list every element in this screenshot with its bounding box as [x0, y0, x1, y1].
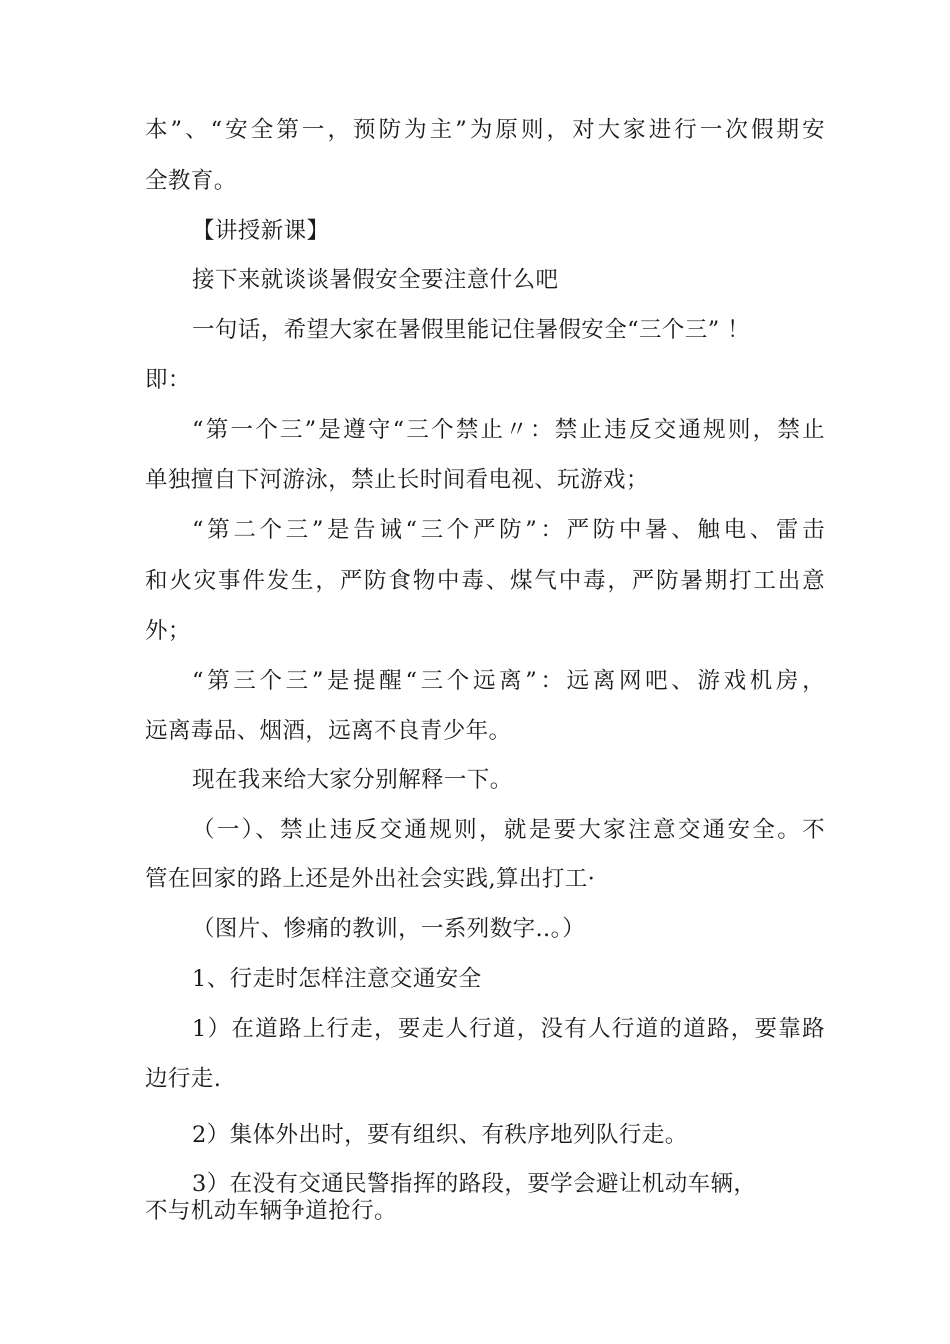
- paragraph-line: 1、行走时怎样注意交通安全: [192, 966, 482, 992]
- paragraph-line: 一句话，希望大家在暑假里能记住暑假安全“三个三” ！: [192, 317, 751, 343]
- paragraph-line: 全教育。: [145, 168, 237, 194]
- paragraph-line: 管在回家的路上还是外出社会实践,算出打工·: [145, 866, 596, 892]
- paragraph-line: 2）集体外出时，要有组织、有秩序地列队行走。: [192, 1122, 688, 1148]
- paragraph-line: （一）、禁止违反交通规则，就是要大家注意交通安全。不: [192, 817, 825, 843]
- paragraph-line: 边行走.: [145, 1066, 222, 1092]
- paragraph-line: 不与机动车辆争道抢行。: [145, 1198, 397, 1224]
- paragraph-line: “第三个三”是提醒“三个远离”：远离网吧、游戏机房，: [192, 668, 825, 694]
- paragraph-line: 1）在道路上行走，要走人行道，没有人行道的道路，要靠路: [192, 1016, 825, 1042]
- paragraph-line: 远离毒品、烟酒，远离不良青少年。: [145, 718, 512, 744]
- paragraph-line: “第一个三”是遵守“三个禁止〃：禁止违反交通规则，禁止: [192, 417, 825, 443]
- paragraph-line: 和火灾事件发生，严防食物中毒、煤气中毒，严防暑期打工出意: [145, 568, 825, 594]
- paragraph-line: （图片、惨痛的教训，一系列数字..。）: [192, 916, 586, 942]
- paragraph-line: 即：: [145, 367, 191, 393]
- paragraph-line: 现在我来给大家分别解释一下。: [192, 767, 513, 793]
- paragraph-line: 外；: [145, 618, 191, 644]
- paragraph-line: “第二个三”是告诫“三个严防”：严防中暑、触电、雷击: [192, 517, 825, 543]
- paragraph-line: 本”、“安全第一，预防为主”为原则，对大家进行一次假期安: [145, 117, 825, 143]
- section-heading: 【讲授新课】: [192, 218, 330, 244]
- paragraph-line: 接下来就谈谈暑假安全要注意什么吧: [192, 267, 559, 293]
- paragraph-line: 单独擅自下河游泳，禁止长时间看电视、玩游戏；: [145, 467, 649, 493]
- paragraph-line: 3）在没有交通民警指挥的路段，要学会避让机动车辆，: [192, 1171, 757, 1197]
